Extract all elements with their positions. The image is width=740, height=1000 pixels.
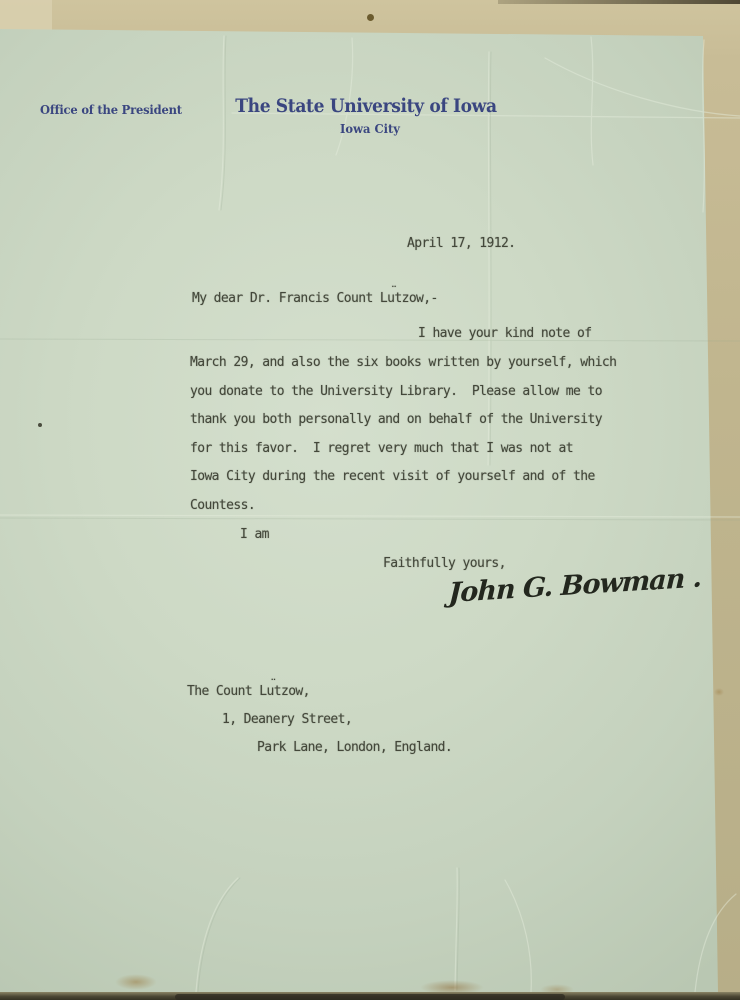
address-line-1-end: tzow, [273,684,310,699]
letter-date: April 17, 1912. [407,236,516,251]
body-line: I have your kind note of [418,326,592,341]
letterhead-city: Iowa City [340,121,400,136]
body-line: you donate to the University Library. Please allow me to [190,384,602,399]
address-line-3: Park Lane, London, England. [257,740,453,755]
valediction: Faithfully yours, [383,556,506,571]
body-line: for this favor. I regret very much that I was not at [190,441,574,456]
body-line: thank you both personally and on behalf of the University [190,412,602,427]
scan-edge-shadow [498,0,740,4]
address-line-1-text: The Count Lu [187,684,274,699]
stain [714,688,724,696]
stain [367,14,374,21]
salutation: My dear Dr. Francis Count Lu¨tzow,- [192,284,438,306]
salutation-text-end: tzow,- [394,291,438,306]
scan-bottom-edge-dark [175,994,565,1000]
address-line-1: The Count Lu¨tzow, [187,677,310,699]
handwritten-signature: John G. Bowman . [448,562,702,609]
address-line-2: 1, Deanery Street, [222,712,353,727]
letterhead-institution: The State University of Iowa [235,95,497,117]
pre-closing: I am [240,527,269,542]
letterhead-office: Office of the President [40,102,182,117]
body-line: March 29, and also the six books written by yourself, which [190,355,617,370]
body-line: Iowa City during the recent visit of yourself and of the [190,469,595,484]
body-line: Countess. [190,498,256,513]
salutation-text: My dear Dr. Francis Count Lu [192,291,395,306]
